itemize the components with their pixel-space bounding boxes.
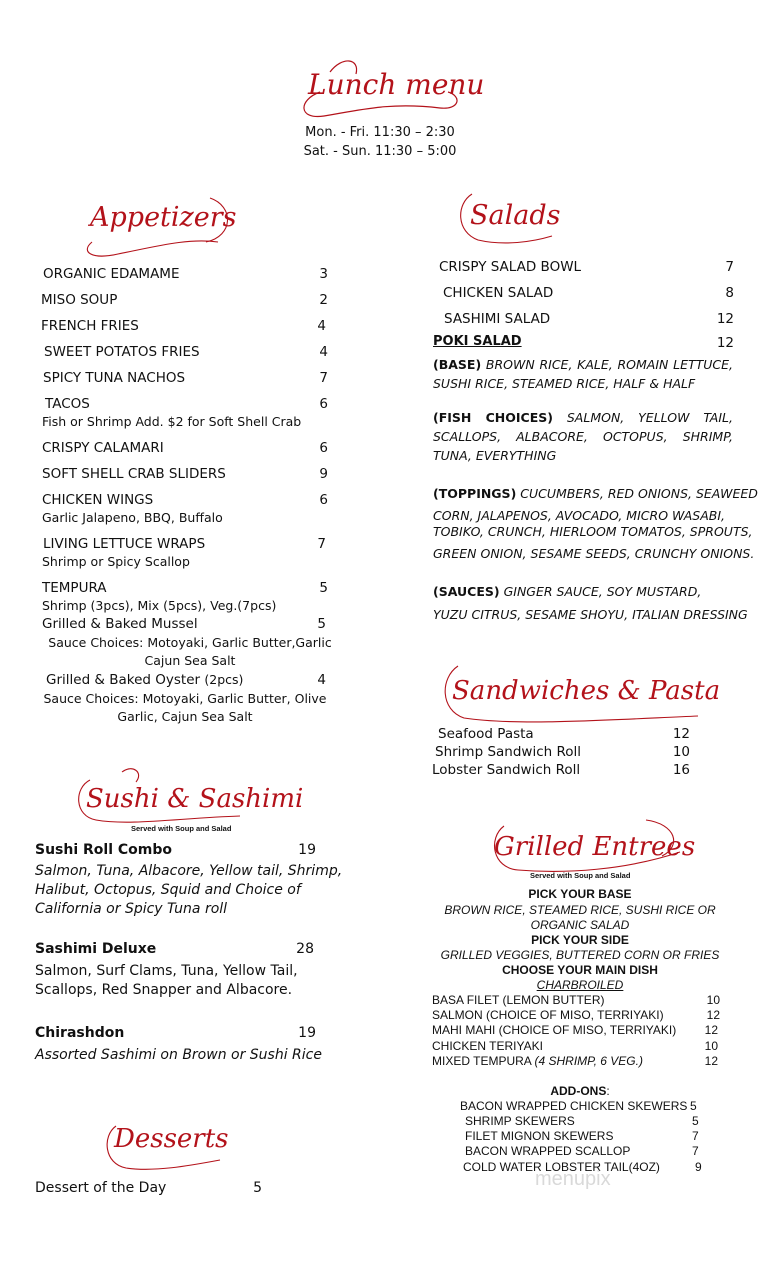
menu-item-name: TEMPURA bbox=[42, 580, 107, 596]
menu-item-name: CRISPY CALAMARI bbox=[42, 440, 164, 456]
addon-price: 9 bbox=[695, 1160, 702, 1174]
menu-item-note: Cajun Sea Salt bbox=[144, 653, 236, 668]
hours-weekend: Sat. - Sun. 11:30 – 5:00 bbox=[303, 144, 457, 159]
appetizers-heading: Appetizers bbox=[90, 202, 237, 233]
menu-item-price: 7 bbox=[317, 536, 326, 552]
charbroiled-label: CHARBROILED bbox=[536, 978, 624, 992]
menu-item-name: Dessert of the Day bbox=[35, 1180, 167, 1196]
pick-side-options: GRILLED VEGGIES, BUTTERED CORN OR FRIES bbox=[440, 948, 720, 962]
menu-item-name: SPICY TUNA NACHOS bbox=[43, 370, 186, 386]
menu-item-note: Sauce Choices: Motoyaki, Garlic Butter,Garlic bbox=[48, 635, 332, 650]
menu-item-desc: Salmon, Tuna, Albacore, Yellow tail, Shrimp, bbox=[35, 863, 343, 879]
menu-item-note: Shrimp or Spicy Scallop bbox=[42, 554, 190, 569]
menu-item-price: 12 bbox=[704, 1023, 718, 1037]
menu-item-price: 7 bbox=[725, 259, 734, 275]
menu-item-name: Grilled & Baked Oyster (2pcs) bbox=[46, 672, 244, 688]
pick-base-options: ORGANIC SALAD bbox=[530, 918, 630, 932]
menu-item-name: BASA FILET (LEMON BUTTER) bbox=[432, 993, 605, 1007]
menupix-watermark: menupix bbox=[535, 1168, 611, 1190]
salad-fish-options: (FISH CHOICES) SALMON, YELLOW TAIL, SCALLOPS, ALBACORE, OCTOPUS, SHRIMP, TUNA, EVERYTHING bbox=[433, 410, 733, 463]
menu-item-price: 19 bbox=[298, 1025, 316, 1041]
menu-item-desc: California or Spicy Tuna roll bbox=[35, 901, 228, 917]
menu-title: Lunch menu bbox=[308, 68, 485, 101]
addon-name: COLD WATER LOBSTER TAIL(4OZ) bbox=[463, 1160, 660, 1174]
grilled-heading: Grilled Entrees bbox=[494, 832, 696, 862]
grilled-subtitle: Served with Soup and Salad bbox=[530, 871, 631, 880]
salad-toppings-line: (TOPPINGS) CUCUMBERS, RED ONIONS, SEAWEED bbox=[433, 486, 758, 501]
menu-item-name: MISO SOUP bbox=[41, 292, 118, 308]
salad-toppings-line: TOBIKO, CRUNCH, HIERLOOM TOMATOS, SPROUTS, bbox=[433, 524, 753, 539]
menu-item-name: ORGANIC EDAMAME bbox=[43, 266, 180, 282]
menu-item-name: Grilled & Baked Mussel bbox=[42, 616, 198, 632]
menu-item-price: 12 bbox=[706, 1008, 720, 1022]
menu-item-price: 28 bbox=[296, 941, 314, 957]
sandwiches-heading: Sandwiches & Pasta bbox=[452, 676, 721, 706]
menu-item-price: 4 bbox=[319, 344, 328, 360]
addon-name: FILET MIGNON SKEWERS bbox=[465, 1129, 614, 1143]
addon-price: 7 bbox=[692, 1129, 699, 1143]
sushi-subtitle: Served with Soup and Salad bbox=[131, 824, 232, 833]
menu-item-name: SWEET POTATOS FRIES bbox=[44, 344, 200, 360]
menu-item-name: POKI SALAD bbox=[433, 334, 522, 349]
menu-item-price: 8 bbox=[725, 285, 734, 301]
menu-item-name: Chirashdon bbox=[35, 1025, 125, 1041]
menu-item-price: 10 bbox=[672, 744, 690, 760]
menu-item-price: 12 bbox=[716, 311, 734, 327]
menu-item-price: 4 bbox=[317, 318, 326, 334]
menu-item-price: 19 bbox=[298, 842, 316, 858]
addon-price: 5 bbox=[690, 1099, 697, 1113]
menu-item-price: 2 bbox=[319, 292, 328, 308]
menu-item-name: FRENCH FRIES bbox=[41, 318, 139, 334]
menu-item-desc: Scallops, Red Snapper and Albacore. bbox=[35, 982, 293, 998]
menu-item-price: 4 bbox=[317, 672, 326, 688]
pick-base-heading: PICK YOUR BASE bbox=[528, 887, 632, 901]
menu-item-note: Fish or Shrimp Add. $2 for Soft Shell Crab bbox=[42, 414, 302, 429]
salad-toppings-line: CORN, JALAPENOS, AVOCADO, MICRO WASABI, bbox=[433, 508, 726, 523]
hours-weekday: Mon. - Fri. 11:30 – 2:30 bbox=[305, 125, 455, 140]
menu-item-name: SOFT SHELL CRAB SLIDERS bbox=[42, 466, 226, 482]
menu-item-price: 5 bbox=[317, 616, 326, 632]
menu-item-name: Shrimp Sandwich Roll bbox=[435, 744, 582, 760]
pick-side-heading: PICK YOUR SIDE bbox=[531, 933, 629, 947]
menu-item-price: 5 bbox=[253, 1180, 262, 1196]
menu-item-price: 6 bbox=[319, 440, 328, 456]
menu-item-name: Seafood Pasta bbox=[438, 726, 534, 742]
sushi-heading: Sushi & Sashimi bbox=[86, 784, 304, 814]
addon-name: BACON WRAPPED CHICKEN SKEWERS bbox=[460, 1099, 688, 1113]
menu-item-price: 12 bbox=[716, 335, 734, 351]
salad-sauces-line: YUZU CITRUS, SESAME SHOYU, ITALIAN DRESSING bbox=[433, 607, 748, 622]
menu-item-name: CHICKEN SALAD bbox=[443, 285, 554, 301]
salad-base-options: (BASE) BROWN RICE, KALE, ROMAIN LETTUCE, SUSHI RICE, STEAMED RICE, HALF & HALF bbox=[433, 357, 733, 391]
menu-item-name: MAHI MAHI (CHOICE OF MISO, TERRIYAKI) bbox=[432, 1023, 677, 1037]
menu-item-price: 7 bbox=[319, 370, 328, 386]
menu-item-price: 5 bbox=[319, 580, 328, 596]
salad-toppings-line: GREEN ONION, SESAME SEEDS, CRUNCHY ONIONS. bbox=[433, 546, 755, 561]
menu-item-name: SALMON (CHOICE OF MISO, TERRIYAKI) bbox=[432, 1008, 664, 1022]
menu-item-price: 6 bbox=[319, 492, 328, 508]
menu-item-desc: Assorted Sashimi on Brown or Sushi Rice bbox=[35, 1047, 322, 1063]
menu-item-note: Shrimp (3pcs), Mix (5pcs), Veg.(7pcs) bbox=[42, 598, 277, 613]
addons-heading: ADD-ONS: bbox=[550, 1084, 610, 1098]
desserts-heading: Desserts bbox=[114, 1124, 229, 1154]
menu-item-price: 9 bbox=[319, 466, 328, 482]
menu-item-note: Garlic, Cajun Sea Salt bbox=[117, 709, 253, 724]
menu-item-name: CHICKEN TERIYAKI bbox=[432, 1039, 543, 1053]
menu-item-name: SASHIMI SALAD bbox=[444, 311, 551, 327]
menu-item-name: Sashimi Deluxe bbox=[35, 941, 157, 957]
salads-heading: Salads bbox=[470, 200, 561, 231]
menu-item-name: CRISPY SALAD BOWL bbox=[439, 259, 582, 275]
menu-item-price: 12 bbox=[704, 1054, 718, 1068]
menu-item-name: TACOS bbox=[45, 396, 90, 412]
menu-item-note: Sauce Choices: Motoyaki, Garlic Butter, Olive bbox=[43, 691, 327, 706]
salad-sauces-line: (SAUCES) GINGER SAUCE, SOY MUSTARD, bbox=[433, 584, 702, 599]
addon-price: 5 bbox=[692, 1114, 699, 1128]
menu-item-price: 16 bbox=[672, 762, 690, 778]
menu-item-price: 12 bbox=[672, 726, 690, 742]
menu-item-note: Garlic Jalapeno, BBQ, Buffalo bbox=[42, 510, 223, 525]
menu-item-desc: Halibut, Octopus, Squid and Choice of bbox=[35, 882, 301, 898]
menu-item-name: LIVING LETTUCE WRAPS bbox=[43, 536, 206, 552]
pick-base-options: BROWN RICE, STEAMED RICE, SUSHI RICE OR bbox=[444, 903, 716, 917]
addon-price: 7 bbox=[692, 1144, 699, 1158]
menu-item-price: 3 bbox=[319, 266, 328, 282]
menu-item-name: MIXED TEMPURA (4 SHRIMP, 6 VEG.) bbox=[432, 1054, 643, 1068]
addon-name: SHRIMP SKEWERS bbox=[465, 1114, 575, 1128]
menu-item-desc: Salmon, Surf Clams, Tuna, Yellow Tail, bbox=[35, 963, 298, 979]
main-dish-heading: CHOOSE YOUR MAIN DISH bbox=[502, 963, 658, 977]
menu-item-name: Lobster Sandwich Roll bbox=[432, 762, 581, 778]
addon-name: BACON WRAPPED SCALLOP bbox=[465, 1144, 631, 1158]
menu-item-price: 10 bbox=[706, 993, 720, 1007]
menu-item-name: Sushi Roll Combo bbox=[35, 842, 173, 858]
menu-item-price: 6 bbox=[319, 396, 328, 412]
menu-item-name: CHICKEN WINGS bbox=[42, 492, 154, 508]
menu-item-price: 10 bbox=[704, 1039, 718, 1053]
